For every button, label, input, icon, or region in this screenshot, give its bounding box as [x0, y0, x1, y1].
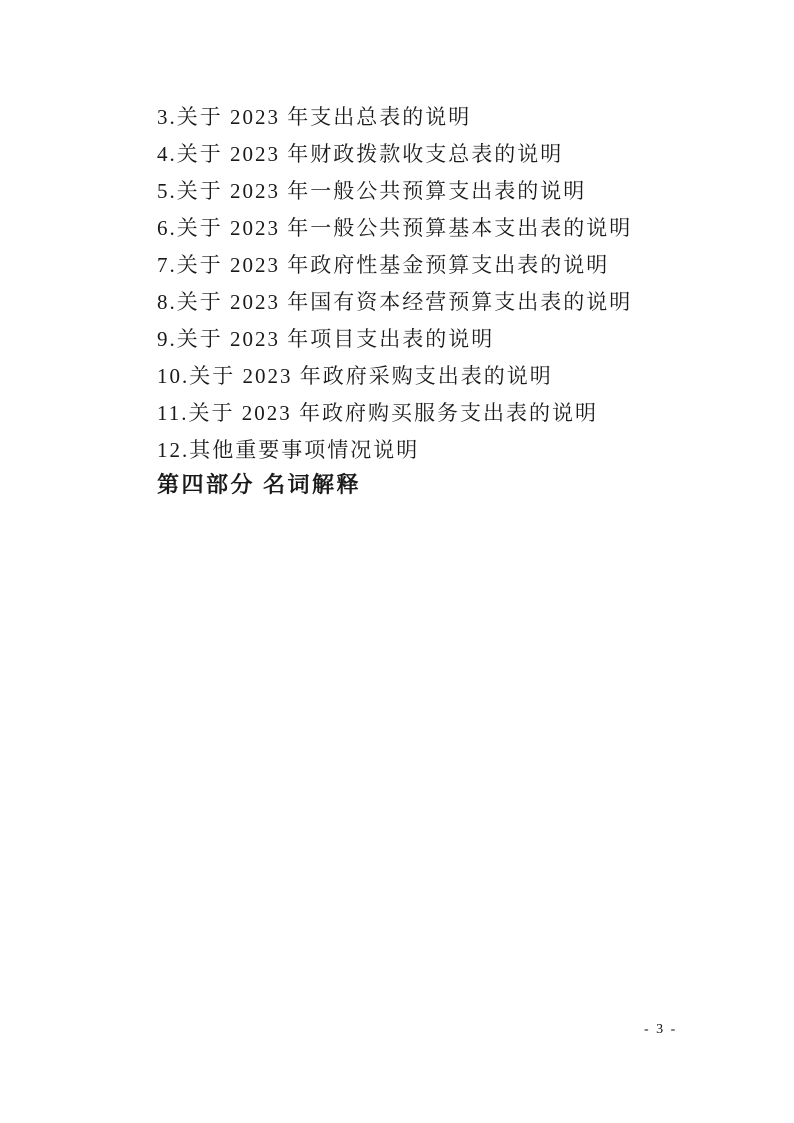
toc-item: 8.关于 2023 年国有资本经营预算支出表的说明: [157, 290, 633, 314]
toc-item: 12.其他重要事项情况说明: [157, 438, 420, 462]
toc-item: 6.关于 2023 年一般公共预算基本支出表的说明: [157, 216, 633, 240]
toc-item: 9.关于 2023 年项目支出表的说明: [157, 327, 495, 351]
toc-item: 4.关于 2023 年财政拨款收支总表的说明: [157, 142, 564, 166]
table-of-contents: [157, 99, 674, 503]
section-heading: 第四部分 名词解释: [157, 472, 362, 497]
toc-item: 5.关于 2023 年一般公共预算支出表的说明: [157, 179, 587, 203]
page-number: - 3 -: [644, 1022, 678, 1037]
toc-item: 3.关于 2023 年支出总表的说明: [157, 105, 472, 129]
toc-item: 10.关于 2023 年政府采购支出表的说明: [157, 364, 553, 388]
toc-item: 7.关于 2023 年政府性基金预算支出表的说明: [157, 253, 610, 277]
toc-item: 11.关于 2023 年政府购买服务支出表的说明: [157, 401, 598, 425]
